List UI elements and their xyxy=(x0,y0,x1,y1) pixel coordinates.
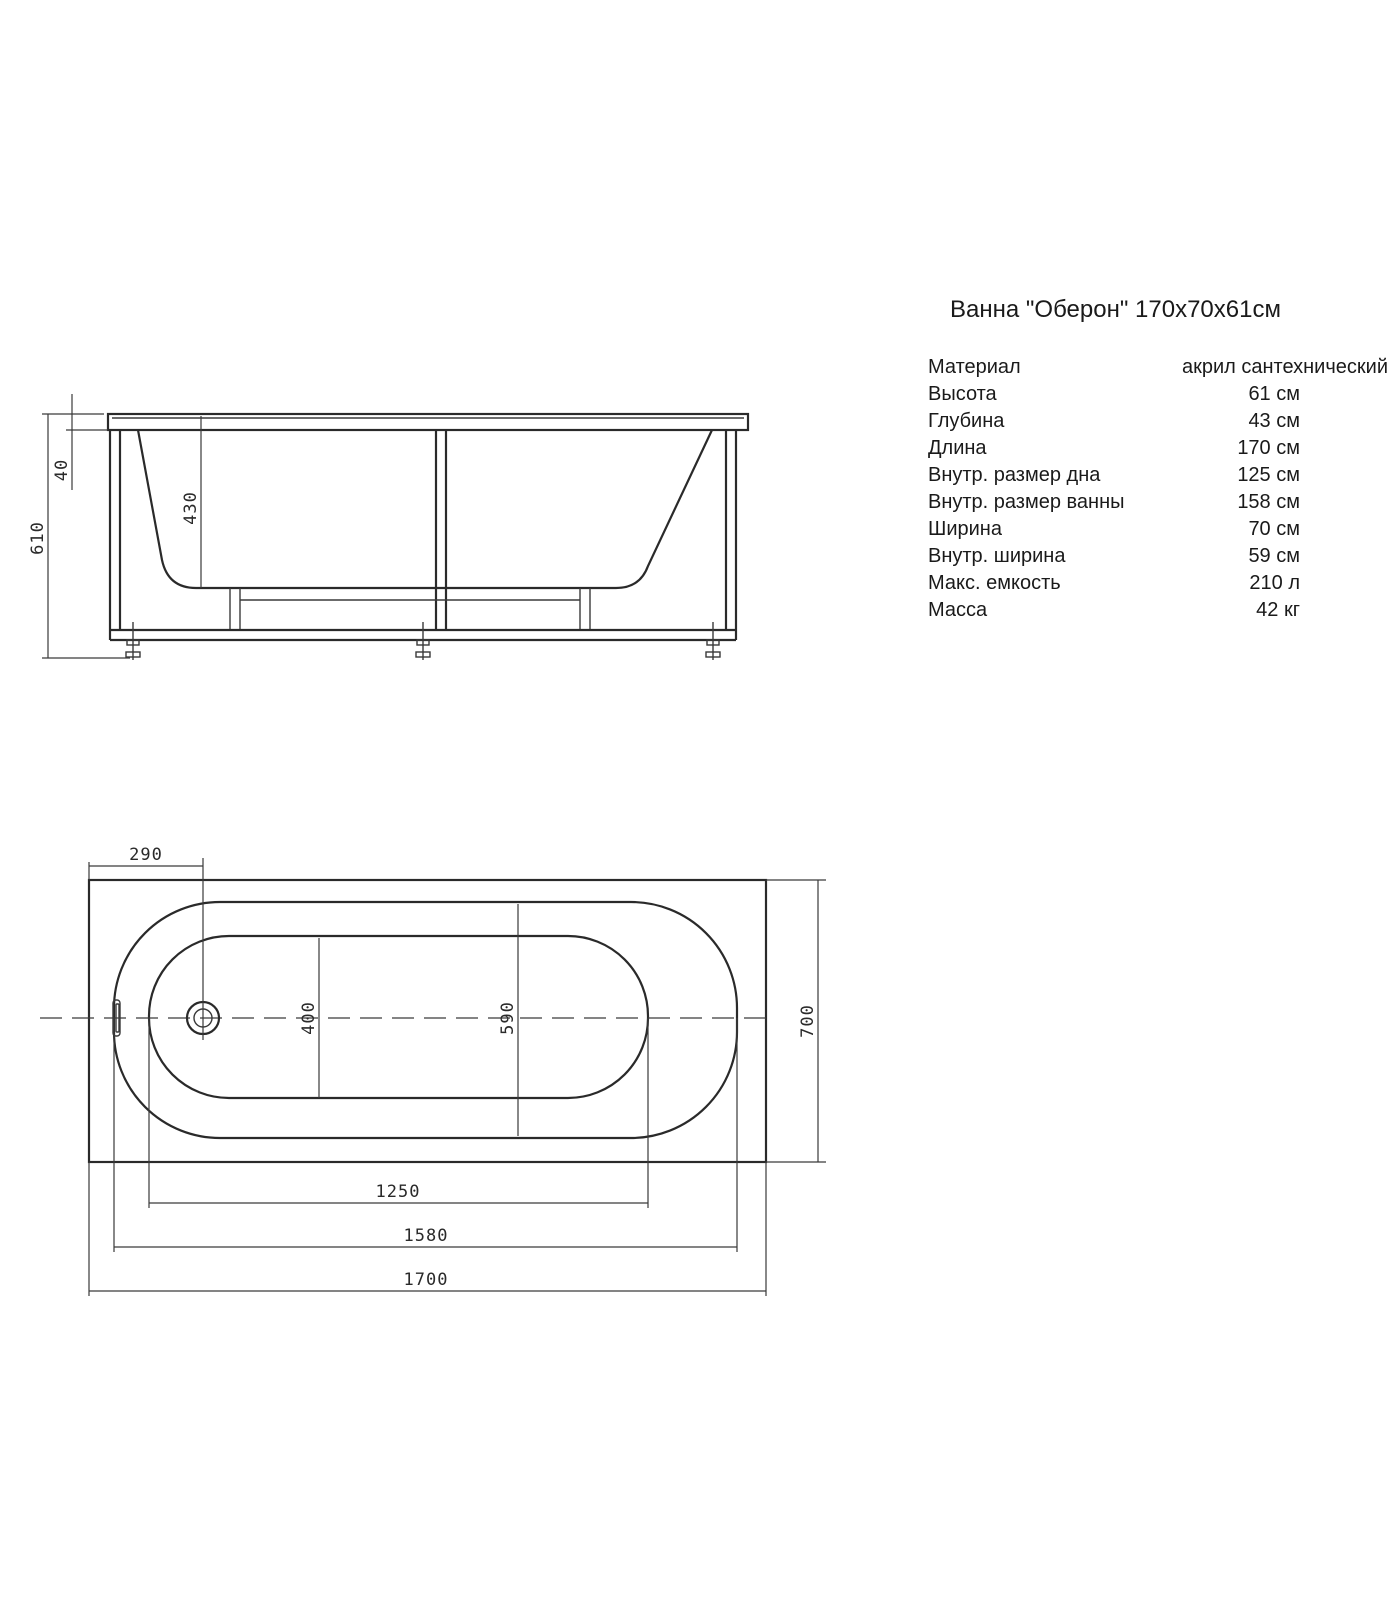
spec-row xyxy=(928,543,1388,570)
spec-row xyxy=(928,570,1388,597)
spec-label: Высота xyxy=(928,383,997,405)
spec-value: 210 л xyxy=(1249,572,1300,594)
dim-height-total: 610 xyxy=(28,521,48,555)
spec-label: Длина xyxy=(928,437,987,459)
dim-outer-length: 1700 xyxy=(403,1270,449,1290)
spec-value: 43 см xyxy=(1248,410,1300,432)
side-view xyxy=(28,394,748,660)
dim-inner-length: 1580 xyxy=(403,1226,449,1246)
dim-drain-offset: 290 xyxy=(129,845,163,865)
spec-value: 61 см xyxy=(1248,383,1300,405)
spec-value: 125 см xyxy=(1237,464,1300,486)
spec-row xyxy=(928,435,1388,462)
spec-label: Материал xyxy=(928,356,1021,378)
spec-row xyxy=(928,597,1388,624)
bathtub-rim xyxy=(108,414,748,430)
spec-value: 59 см xyxy=(1248,545,1300,567)
spec-row xyxy=(928,408,1388,435)
spec-label: Внутр. размер ванны xyxy=(928,491,1125,513)
top-view xyxy=(40,845,826,1296)
dim-bottom-width: 400 xyxy=(299,1001,319,1035)
dim-rim: 40 xyxy=(52,458,72,482)
spec-label: Масса xyxy=(928,599,988,621)
spec-label: Внутр. ширина xyxy=(928,545,1066,567)
spec-row xyxy=(928,381,1388,408)
spec-table xyxy=(928,354,1388,624)
spec-value: 158 см xyxy=(1237,491,1300,513)
dim-depth: 430 xyxy=(181,491,201,525)
bathtub-outline xyxy=(89,880,766,1162)
spec-label: Ширина xyxy=(928,518,1002,540)
spec-value: акрил сантехнический xyxy=(1181,356,1388,378)
spec-label: Глубина xyxy=(928,410,1005,432)
bathtub-shell-profile xyxy=(138,430,712,588)
spec-value: 70 см xyxy=(1248,518,1300,540)
spec-label: Внутр. размер дна xyxy=(928,464,1101,486)
dim-bottom-length: 1250 xyxy=(375,1182,421,1202)
dim-outer-width: 700 xyxy=(798,1004,818,1038)
bathtub-bottom-outline xyxy=(149,936,648,1098)
spec-row xyxy=(928,489,1388,516)
product-title: Ванна "Оберон" 170x70x61см xyxy=(950,296,1281,323)
spec-row xyxy=(928,462,1388,489)
spec-value: 170 см xyxy=(1237,437,1300,459)
spec-label: Макс. емкость xyxy=(928,572,1061,594)
spec-value: 42 кг xyxy=(1256,599,1300,621)
spec-row xyxy=(928,516,1388,543)
dim-inner-width: 590 xyxy=(498,1001,518,1035)
spec-row xyxy=(928,354,1388,381)
bathtub-bowl-outline xyxy=(114,902,737,1138)
